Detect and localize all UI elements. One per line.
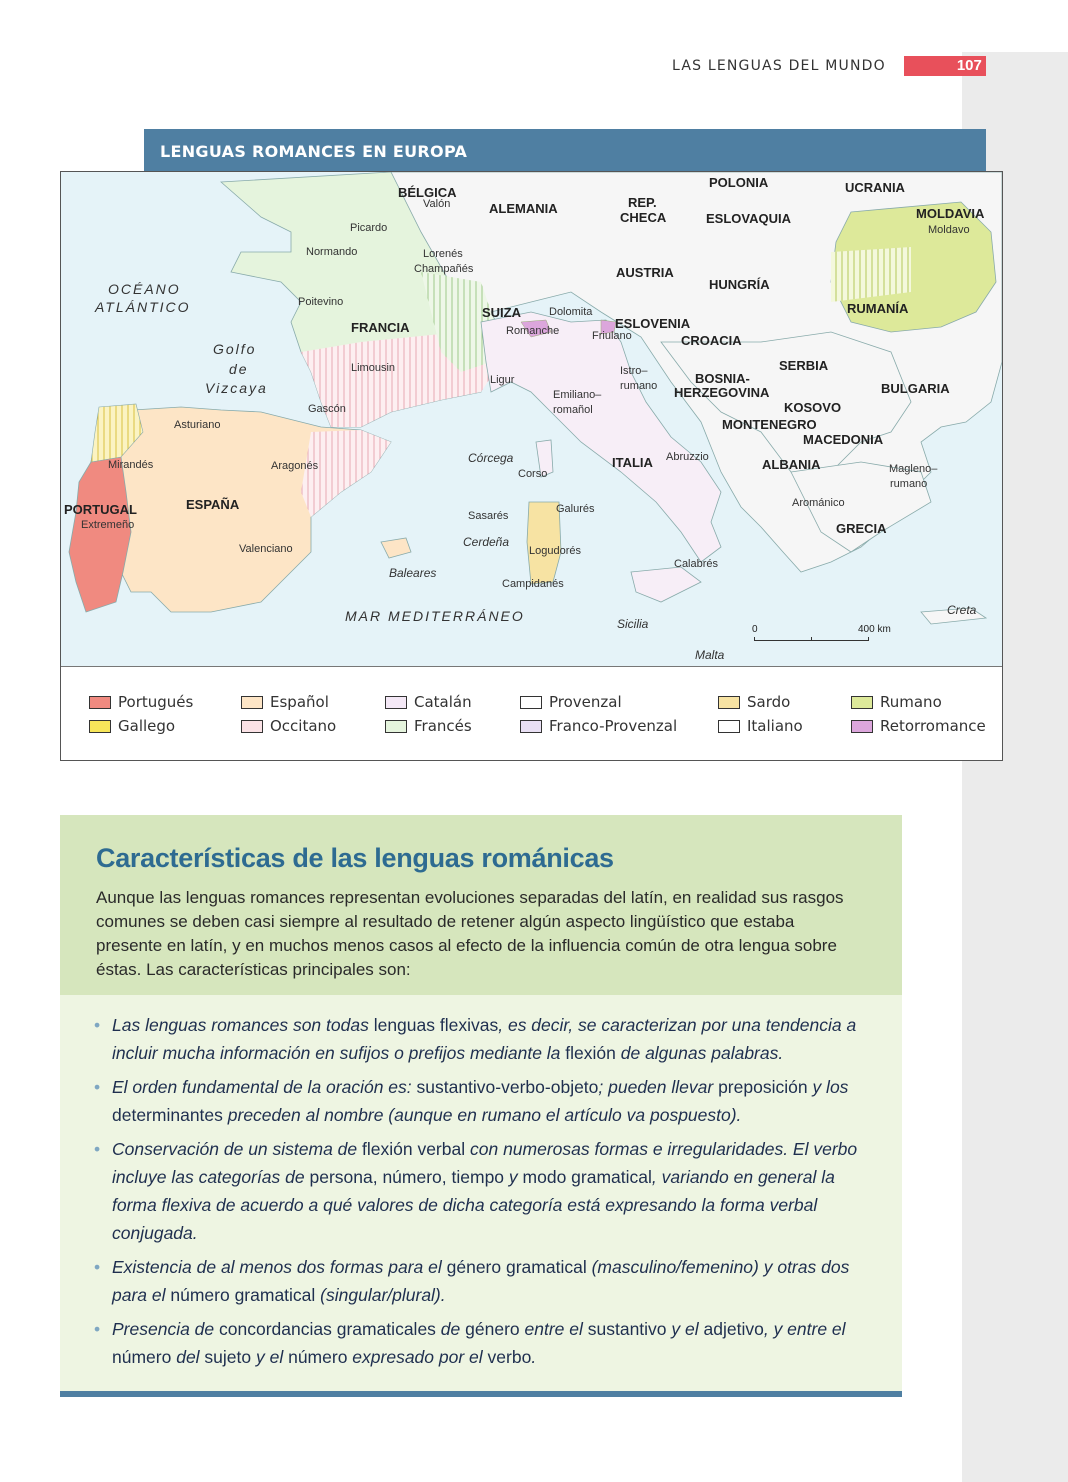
map-label-champanes: Champañés bbox=[414, 263, 474, 275]
map-label-rep: REP. bbox=[628, 195, 657, 210]
map-label-italia: ITALIA bbox=[612, 455, 653, 470]
feature-text: sustantivo bbox=[587, 1319, 667, 1339]
map-label-eslovaquia: ESLOVAQUIA bbox=[706, 211, 791, 226]
map-label-asturiano: Asturiano bbox=[174, 419, 221, 431]
legend-swatch bbox=[718, 720, 740, 733]
map-label-austria: AUSTRIA bbox=[616, 265, 674, 280]
map-label-gascon: Gascón bbox=[308, 403, 346, 415]
map-label-magleno: Magleno– bbox=[889, 463, 938, 475]
map-label-bosnia: BOSNIA- bbox=[695, 371, 750, 386]
map-label-istro: Istro– bbox=[620, 365, 648, 377]
map-label-logudores: Logudorés bbox=[529, 545, 581, 557]
feature-item bbox=[94, 1253, 884, 1309]
feature-item bbox=[94, 1073, 884, 1129]
running-head-title: LAS LENGUAS DEL MUNDO bbox=[672, 58, 886, 74]
feature-text: de algunas palabras. bbox=[615, 1043, 784, 1063]
features-title: Características de las lenguas románicas bbox=[96, 843, 614, 873]
map-label-galures: Galurés bbox=[556, 503, 595, 515]
map-label-aromanico: Arománico bbox=[792, 497, 845, 509]
feature-text: flexión verbal bbox=[362, 1139, 466, 1159]
feature-text: , variando en general la forma flexiva de acuerdo a qué valores de dicha categoría está expresando la forma verbal conjugada. bbox=[112, 1167, 835, 1243]
legend-label: Provenzal bbox=[549, 693, 622, 711]
features-section bbox=[60, 815, 902, 1391]
map-label-creta: Creta bbox=[947, 603, 977, 617]
map-label-portugal: PORTUGAL bbox=[64, 502, 137, 517]
legend-item bbox=[851, 690, 986, 714]
map-label-romanche: Romanche bbox=[506, 325, 560, 337]
feature-text: El orden fundamental de la oración es: bbox=[112, 1077, 417, 1097]
legend-swatch bbox=[385, 720, 407, 733]
map-label-kosovo: KOSOVO bbox=[784, 400, 842, 415]
section-bottom-rule bbox=[60, 1391, 902, 1397]
feature-text: y los bbox=[807, 1077, 849, 1097]
europe-map bbox=[61, 172, 1002, 667]
feature-item bbox=[94, 1011, 884, 1067]
feature-text: adjetivo bbox=[703, 1319, 764, 1339]
feature-text: Las lenguas romances son todas bbox=[112, 1015, 374, 1035]
map-label-sasares: Sasarés bbox=[468, 510, 509, 522]
map-label-moldavia: MOLDAVIA bbox=[916, 206, 985, 221]
legend-item bbox=[385, 690, 472, 714]
map-label-extremeno: Extremeño bbox=[81, 519, 135, 531]
map-label-baleares: Baleares bbox=[389, 566, 437, 580]
feature-text: Presencia de bbox=[112, 1319, 220, 1339]
feature-text: (singular/plural). bbox=[315, 1285, 446, 1305]
map-label-moldavo: Moldavo bbox=[928, 224, 970, 236]
map-label-lorenes: Lorenés bbox=[423, 248, 463, 260]
map-label-poitevino: Poitevino bbox=[298, 296, 344, 308]
map-label-magleno-rumano: rumano bbox=[890, 478, 928, 490]
map-label-suiza: SUIZA bbox=[482, 305, 521, 320]
feature-text: lenguas flexivas bbox=[373, 1015, 499, 1035]
map-label-limousin: Limousin bbox=[351, 362, 396, 374]
map-label-valenciano: Valenciano bbox=[239, 543, 293, 555]
map-label-malta: Malta bbox=[695, 648, 725, 662]
map-label-bulgaria: BULGARIA bbox=[881, 381, 950, 396]
map-label-atlantico: ATLÁNTICO bbox=[95, 299, 191, 315]
feature-text: persona, número, tiempo bbox=[309, 1167, 505, 1187]
legend-column bbox=[718, 690, 803, 738]
map-label-polonia: POLONIA bbox=[709, 175, 769, 190]
map-label-cerdena: Cerdeña bbox=[463, 535, 510, 549]
feature-text: sustantivo-verbo-objeto bbox=[416, 1077, 599, 1097]
map-label-normando: Normando bbox=[306, 246, 358, 258]
running-head bbox=[672, 56, 986, 76]
feature-text: Conservación de un sistema de bbox=[112, 1139, 362, 1159]
legend-label: Portugués bbox=[118, 693, 194, 711]
legend-label: Sardo bbox=[747, 693, 791, 711]
scale-mid-tick bbox=[811, 637, 812, 641]
map-label-calabres: Calabrés bbox=[674, 558, 719, 570]
legend-item bbox=[851, 714, 986, 738]
map-label-belgica: BÉLGICA bbox=[398, 185, 457, 200]
legend-item bbox=[520, 714, 677, 738]
map-label-eslovenia: ESLOVENIA bbox=[615, 316, 691, 331]
legend-column bbox=[241, 690, 336, 738]
bullet-icon: • bbox=[94, 1077, 101, 1097]
map-label-mar-mediterraneo: MAR MEDITERRÁNEO bbox=[345, 608, 525, 624]
legend-label: Occitano bbox=[270, 717, 337, 735]
feature-text: de bbox=[435, 1319, 466, 1339]
legend-item bbox=[89, 714, 193, 738]
map-label-picardo: Picardo bbox=[350, 222, 388, 234]
feature-text: , y entre el bbox=[763, 1319, 846, 1339]
map-label-corso: Corso bbox=[518, 468, 548, 480]
map-label-checa: CHECA bbox=[620, 210, 667, 225]
map-label-campidanes: Campidanés bbox=[502, 578, 564, 590]
map-label-sicilia: Sicilia bbox=[617, 617, 649, 631]
bullet-icon: • bbox=[94, 1139, 101, 1159]
map-label-vizcaya: Vizcaya bbox=[205, 380, 268, 396]
legend-label: Gallego bbox=[118, 717, 176, 735]
map-label-ligur: Ligur bbox=[490, 374, 515, 386]
legend-label: Rumano bbox=[880, 693, 942, 711]
map-label-albania: ALBANIA bbox=[762, 457, 821, 472]
map-label-serbia: SERBIA bbox=[779, 358, 829, 373]
feature-text: expresado por el bbox=[347, 1347, 488, 1367]
legend-swatch bbox=[520, 696, 542, 709]
map-figure bbox=[60, 171, 1003, 761]
map-label-corcega: Córcega bbox=[468, 451, 514, 465]
map-label-herzegovina: HERZEGOVINA bbox=[674, 385, 770, 400]
feature-text: número gramatical bbox=[170, 1285, 316, 1305]
legend-item bbox=[520, 690, 677, 714]
map-label-francia: FRANCIA bbox=[351, 320, 410, 335]
feature-text: género bbox=[465, 1319, 520, 1339]
map-label-mirandes: Mirandés bbox=[108, 459, 154, 471]
bullet-icon: • bbox=[94, 1257, 101, 1277]
map-label-grecia: GRECIA bbox=[836, 521, 887, 536]
map-label-dolomita: Dolomita bbox=[549, 306, 593, 318]
map-label-de: de bbox=[229, 361, 249, 377]
legend-column bbox=[520, 690, 677, 738]
feature-text: número bbox=[288, 1347, 348, 1367]
map-label-romanol: romañol bbox=[553, 404, 593, 416]
map-label-macedonia: MACEDONIA bbox=[803, 432, 884, 447]
map-title-banner: LENGUAS ROMANCES EN EUROPA bbox=[144, 129, 986, 171]
map-label-montenegro: MONTENEGRO bbox=[722, 417, 817, 432]
map-legend bbox=[89, 690, 989, 746]
map-label-friulano: Friulano bbox=[592, 330, 632, 342]
legend-item bbox=[241, 690, 336, 714]
legend-label: Español bbox=[270, 693, 329, 711]
map-label-oceano: OCÉANO bbox=[108, 281, 181, 297]
legend-item bbox=[718, 690, 803, 714]
legend-item bbox=[385, 714, 472, 738]
legend-swatch bbox=[89, 696, 111, 709]
legend-swatch bbox=[520, 720, 542, 733]
map-label-istro-rumano: rumano bbox=[620, 380, 658, 392]
map-label-abruzzio: Abruzzio bbox=[666, 451, 709, 463]
legend-swatch bbox=[851, 696, 873, 709]
feature-text: género gramatical bbox=[446, 1257, 587, 1277]
feature-text: , es decir, se caracterizan por una tendencia a incluir mucha información en sufijos o prefijos mediante la bbox=[112, 1015, 857, 1063]
legend-label: Retorromance bbox=[880, 717, 986, 735]
bullet-icon: • bbox=[94, 1015, 101, 1035]
scale-end-label: 400 km bbox=[858, 624, 891, 635]
legend-swatch bbox=[851, 720, 873, 733]
feature-text: con numerosas formas e irregularidades. El verbo incluye las categorías de bbox=[112, 1139, 858, 1187]
map-label-golfo: Golfo bbox=[213, 341, 257, 357]
legend-item bbox=[718, 714, 803, 738]
map-label-valon: Valón bbox=[423, 198, 451, 210]
feature-text: preceden al nombre (aunque en rumano el artículo va pospuesto). bbox=[222, 1105, 742, 1125]
legend-swatch bbox=[241, 696, 263, 709]
scale-start-label: 0 bbox=[752, 624, 758, 635]
features-header bbox=[60, 815, 902, 995]
feature-text: flexión bbox=[565, 1043, 616, 1063]
feature-text: determinantes bbox=[112, 1105, 223, 1125]
feature-text: y bbox=[504, 1167, 523, 1187]
legend-label: Francés bbox=[414, 717, 472, 735]
map-label-emiliano: Emiliano– bbox=[553, 389, 602, 401]
legend-swatch bbox=[385, 696, 407, 709]
feature-text: (masculino/femenino) y otras dos para el bbox=[112, 1257, 850, 1305]
feature-text: sujeto bbox=[204, 1347, 252, 1367]
map-label-espana: ESPAÑA bbox=[186, 497, 240, 512]
feature-text: verbo bbox=[487, 1347, 532, 1367]
legend-column bbox=[385, 690, 472, 738]
legend-swatch bbox=[241, 720, 263, 733]
legend-column bbox=[89, 690, 193, 738]
map-label-hungria: HUNGRÍA bbox=[709, 277, 770, 292]
legend-swatch bbox=[89, 720, 111, 733]
feature-text: concordancias gramaticales bbox=[219, 1319, 436, 1339]
feature-item bbox=[94, 1135, 884, 1247]
page-number: 107 bbox=[904, 56, 986, 76]
feature-text: entre el bbox=[519, 1319, 588, 1339]
feature-text: número bbox=[112, 1347, 172, 1367]
legend-item bbox=[241, 714, 336, 738]
map-label-alemania: ALEMANIA bbox=[489, 201, 558, 216]
map-label-aragones: Aragonés bbox=[271, 460, 319, 472]
legend-column bbox=[851, 690, 986, 738]
feature-text: preposición bbox=[718, 1077, 808, 1097]
map-scale bbox=[754, 624, 964, 654]
feature-text: del bbox=[171, 1347, 205, 1367]
feature-text: . bbox=[531, 1347, 537, 1367]
map-label-ucrania: UCRANIA bbox=[845, 180, 905, 195]
features-list bbox=[94, 1011, 884, 1377]
feature-text: y el bbox=[251, 1347, 289, 1367]
feature-text: y el bbox=[666, 1319, 704, 1339]
map-label-rumania: RUMANÍA bbox=[847, 301, 909, 316]
legend-label: Italiano bbox=[747, 717, 803, 735]
legend-swatch bbox=[718, 696, 740, 709]
legend-label: Catalán bbox=[414, 693, 472, 711]
feature-text: Existencia de al menos dos formas para el bbox=[112, 1257, 447, 1277]
legend-item bbox=[89, 690, 193, 714]
feature-item bbox=[94, 1315, 884, 1371]
bullet-icon: • bbox=[94, 1319, 101, 1339]
legend-label: Franco-Provenzal bbox=[549, 717, 678, 735]
feature-text: modo gramatical bbox=[522, 1167, 652, 1187]
features-intro: Aunque las lenguas romances representan evoluciones separadas del latín, en realidad sus rasgos comunes se deben casi siempre al resultado de retener algún aspecto lingüístico que estaba presente en latín, y en muchos menos casos al efecto de la influencia común de otra lengua sobre éstas. Las características principales son: bbox=[96, 888, 844, 979]
feature-text: ; pueden llevar bbox=[598, 1077, 719, 1097]
map-label-croacia: CROACIA bbox=[681, 333, 742, 348]
